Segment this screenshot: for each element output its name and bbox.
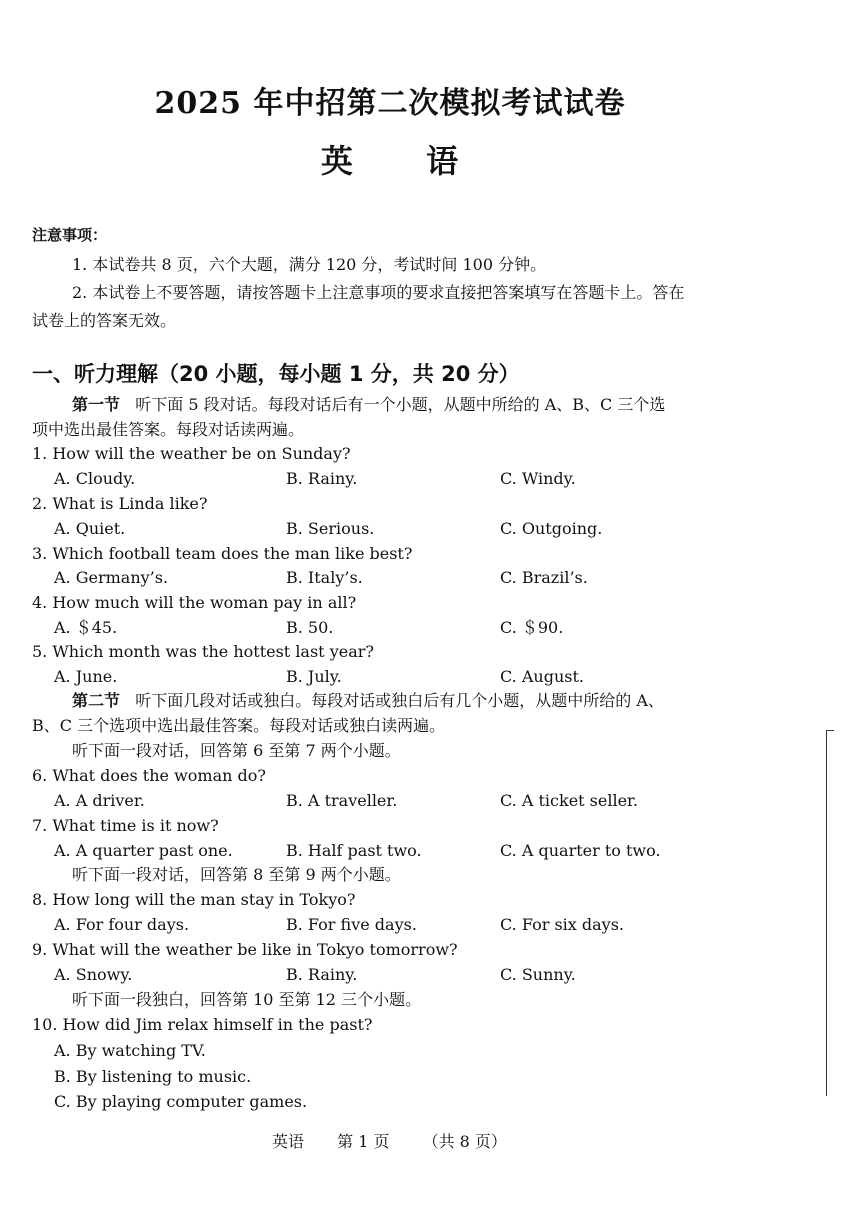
q6-option-b: B. A traveller. xyxy=(286,791,398,810)
q7-option-c: C. A quarter to two. xyxy=(500,841,661,860)
q3-option-a: A. Germany’s. xyxy=(54,568,169,587)
q8-option-a: A. For four days. xyxy=(54,915,190,934)
q1-option-b: B. Rainy. xyxy=(286,469,358,488)
q4-option-a: A. ＄45. xyxy=(54,618,118,637)
instruction-8-9: 听下面一段对话，回答第 8 至第 9 两个小题。 xyxy=(72,865,401,884)
notice-heading: 注意事项： xyxy=(32,226,108,244)
q5-option-a: A. June. xyxy=(54,667,118,686)
q7-option-a: A. A quarter past one. xyxy=(54,841,233,860)
part1-text: 听下面 5 段对话。每段对话后有一个小题，从题中所给的 A、B、C 三个选 xyxy=(135,395,666,414)
question-3: 3. Which football team does the man like best? xyxy=(32,544,413,563)
question-7: 7. What time is it now? xyxy=(32,816,219,835)
instruction-6-7: 听下面一段对话，回答第 6 至第 7 两个小题。 xyxy=(72,741,401,760)
q8-option-c: C. For six days. xyxy=(500,915,624,934)
q9-option-b: B. Rainy. xyxy=(286,965,358,984)
footer-total-pages: （共 8 页） xyxy=(422,1132,507,1151)
q3-option-c: C. Brazil’s. xyxy=(500,568,588,587)
q9-option-a: A. Snowy. xyxy=(54,965,133,984)
part2-label: 第二节 xyxy=(72,691,121,710)
question-10: 10. How did Jim relax himself in the past? xyxy=(32,1015,373,1034)
question-5: 5. Which month was the hottest last year? xyxy=(32,642,374,661)
part2-intro-line2: B、C 三个选项中选出最佳答案。每段对话或独白读两遍。 xyxy=(32,716,446,735)
part1-intro-line1 xyxy=(72,394,665,416)
question-6: 6. What does the woman do? xyxy=(32,766,266,785)
part2-intro-line1 xyxy=(72,690,664,712)
question-2: 2. What is Linda like? xyxy=(32,494,208,513)
q10-option-a: A. By watching TV. xyxy=(54,1041,206,1060)
footer-page-number: 第 1 页 xyxy=(337,1132,390,1151)
q10-option-c: C. By playing computer games. xyxy=(54,1092,308,1111)
q10-option-b: B. By listening to music. xyxy=(54,1067,252,1086)
question-8: 8. How long will the man stay in Tokyo? xyxy=(32,890,356,909)
exam-title: 2025 年中招第二次模拟考试试卷 xyxy=(154,86,626,121)
notice-item-2-line2: 试卷上的答案无效。 xyxy=(32,311,177,330)
q1-option-a: A. Cloudy. xyxy=(54,469,136,488)
section-heading: 一、听力理解（20 小题，每小题 1 分，共 20 分） xyxy=(32,362,520,386)
q4-option-b: B. 50. xyxy=(286,618,334,637)
q1-option-c: C. Windy. xyxy=(500,469,576,488)
notice-item-2-line1: 2. 本试卷上不要答题，请按答题卡上注意事项的要求直接把答案填写在答题卡上。答在 xyxy=(72,283,685,302)
page-edge-tick xyxy=(826,730,834,731)
q9-option-c: C. Sunny. xyxy=(500,965,576,984)
q2-option-b: B. Serious. xyxy=(286,519,375,538)
q6-option-c: C. A ticket seller. xyxy=(500,791,639,810)
page-footer xyxy=(272,1131,535,1153)
instruction-10-12: 听下面一段独白，回答第 10 至第 12 三个小题。 xyxy=(72,990,422,1009)
page-edge-line xyxy=(826,730,827,1096)
part1-intro-line2: 项中选出最佳答案。每段对话读两遍。 xyxy=(32,420,305,439)
q5-option-b: B. July. xyxy=(286,667,342,686)
q2-option-a: A. Quiet. xyxy=(54,519,126,538)
q5-option-c: C. August. xyxy=(500,667,584,686)
notice-item-1: 1. 本试卷共 8 页，六个大题，满分 120 分，考试时间 100 分钟。 xyxy=(72,255,547,274)
subject-title: 英 语 xyxy=(320,142,460,180)
q7-option-b: B. Half past two. xyxy=(286,841,422,860)
part2-text: 听下面几段对话或独白。每段对话或独白后有几个小题，从题中所给的 A、 xyxy=(135,691,664,710)
q8-option-b: B. For five days. xyxy=(286,915,417,934)
question-1: 1. How will the weather be on Sunday? xyxy=(32,444,351,463)
q3-option-b: B. Italy’s. xyxy=(286,568,363,587)
footer-subject: 英语 xyxy=(272,1132,305,1151)
q2-option-c: C. Outgoing. xyxy=(500,519,603,538)
q4-option-c: C. ＄90. xyxy=(500,618,564,637)
q6-option-a: A. A driver. xyxy=(54,791,145,810)
part1-label: 第一节 xyxy=(72,395,121,414)
question-9: 9. What will the weather be like in Tokyo tomorrow? xyxy=(32,940,458,959)
question-4: 4. How much will the woman pay in all? xyxy=(32,593,357,612)
